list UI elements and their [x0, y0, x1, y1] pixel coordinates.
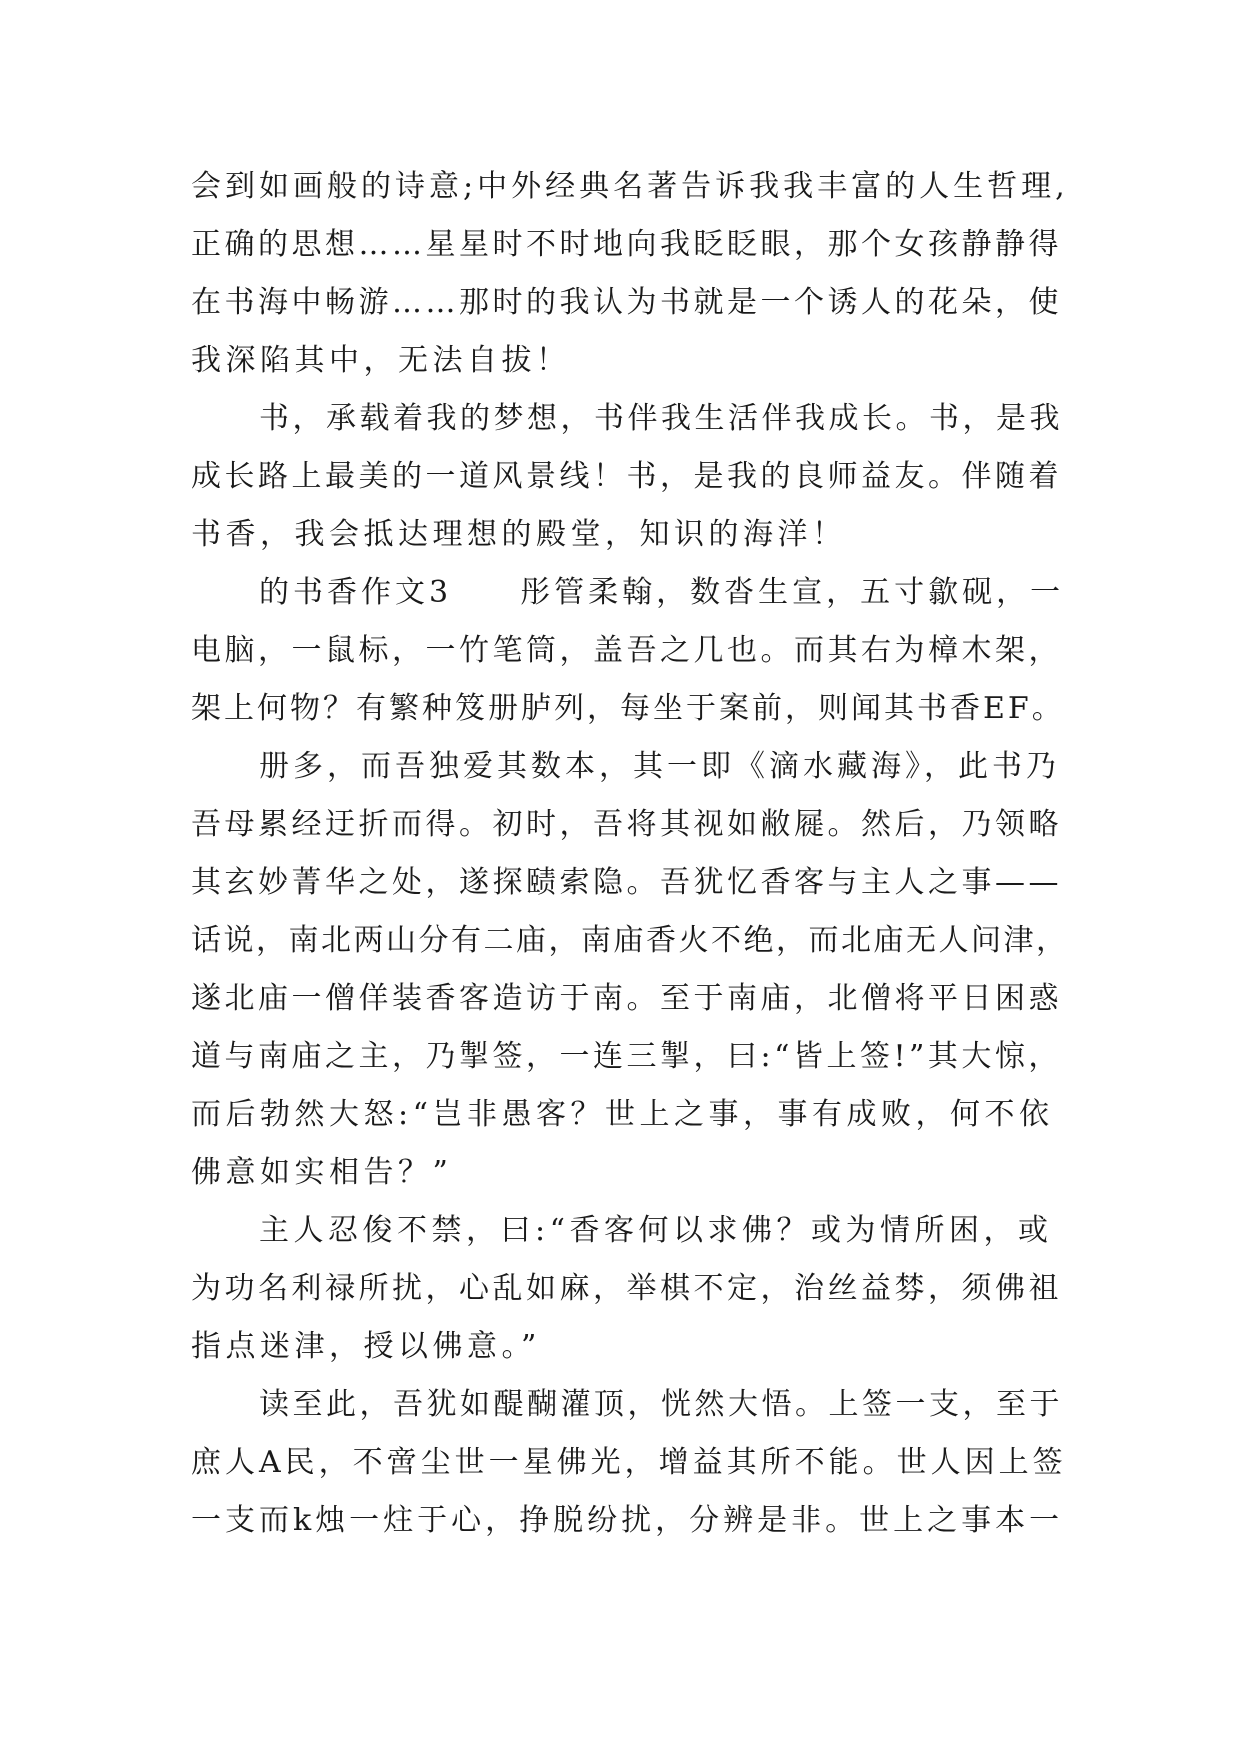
text-line: 正确的思想……星星时不时地向我眨眨眼，那个女孩静静得	[191, 227, 1062, 262]
paragraph-first-line: 读至此，吾犹如醍醐灌顶，恍然大悟。上签一支，至于	[259, 1387, 1063, 1422]
text-line: 而后勃然大怒:“岂非愚客？世上之事，事有成败，何不依	[191, 1097, 1054, 1132]
paragraph-first-line: 主人忍俊不禁，曰:“香客何以求佛？或为情所困，或	[259, 1213, 1053, 1248]
text-line: 书香，我会抵达理想的殿堂，知识的海洋！	[191, 517, 847, 552]
paragraph-first-line: 册多，而吾独爱其数本，其一即《滴水藏海》，此书乃	[259, 749, 1060, 784]
text-line: 佛意如实相告？”	[191, 1155, 453, 1190]
text-line: 话说，南北两山分有二庙，南庙香火不绝，而北庙无人问津，	[191, 923, 1069, 958]
text-line: 指点迷津，授以佛意。”	[191, 1329, 541, 1364]
text-line: 为功名利禄所扰，心乱如麻，举棋不定，治丝益棼，须佛祖	[191, 1271, 1062, 1306]
paragraph-first-line: 的书香作文3 彤管柔翰，数沓生宣，五寸歙砚，一	[259, 575, 1065, 610]
text-line: 遂北庙一僧佯装香客造访于南。至于南庙，北僧将平日困惑	[191, 981, 1062, 1016]
paragraph-first-line: 书，承载着我的梦想，书伴我生活伴我成长。书，是我	[259, 401, 1063, 436]
text-line: 道与南庙之主，乃掣签，一连三掣，曰:“皆上签!”其大惊，	[191, 1039, 1062, 1074]
body-text	[191, 158, 1071, 1550]
text-line: 电脑，一鼠标，一竹笔筒，盖吾之几也。而其右为樟木架，	[191, 633, 1062, 668]
text-line: 我深陷其中，无法自拔！	[191, 343, 571, 378]
text-line: 成长路上最美的一道风景线！书，是我的良师益友。伴随着	[191, 459, 1062, 494]
text-line: 会到如画般的诗意;中外经典名著告诉我我丰富的人生哲理,	[191, 169, 1069, 204]
text-line: 庶人A民，不啻尘世一星佛光，增益其所不能。世人因上签	[191, 1445, 1067, 1480]
text-line: 在书海中畅游……那时的我认为书就是一个诱人的花朵，使	[191, 285, 1062, 320]
text-line: 其玄妙菁华之处，遂探赜索隐。吾犹忆香客与主人之事——	[191, 865, 1062, 900]
text-line: 一支而k烛一炷于心，挣脱纷扰，分辨是非。世上之事本一	[191, 1503, 1064, 1538]
text-line: 吾母累经迂折而得。初时，吾将其视如敝屣。然后，乃领略	[191, 807, 1062, 842]
text-line: 架上何物？有繁种笈册胪列，每坐于案前，则闻其书香EF。	[191, 691, 1065, 726]
